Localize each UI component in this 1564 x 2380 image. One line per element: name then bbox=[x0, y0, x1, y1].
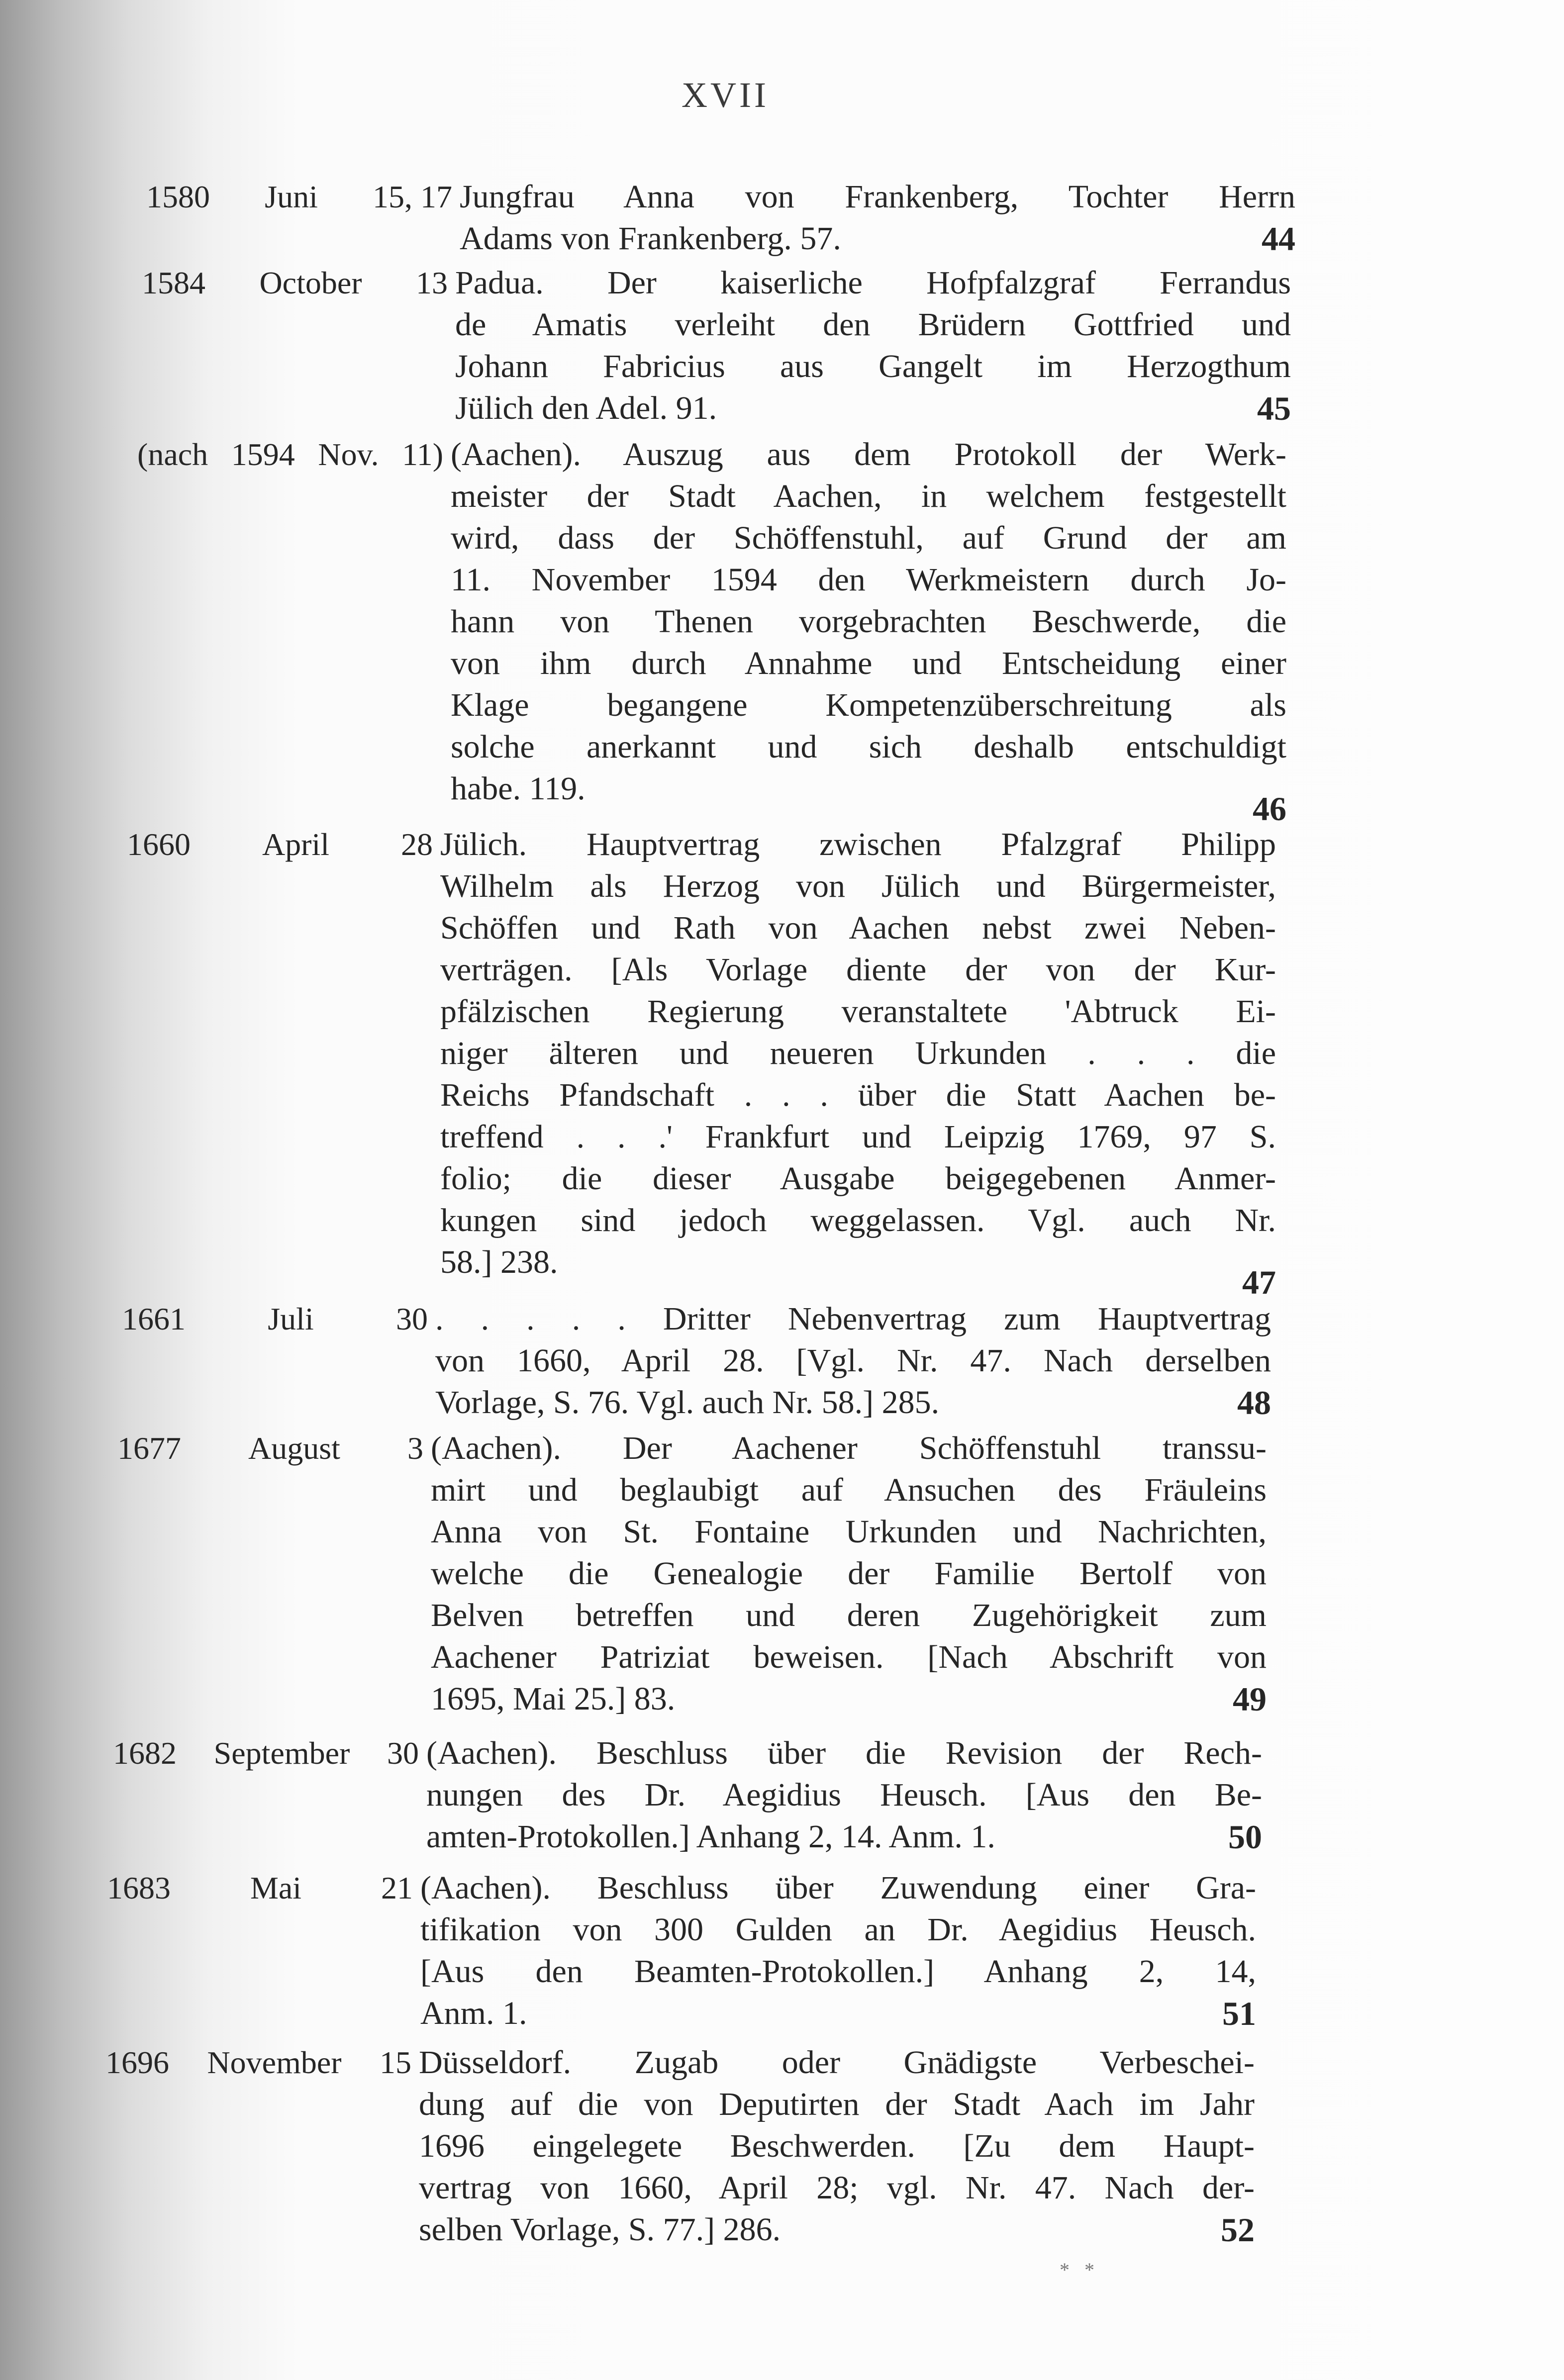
date-month: November bbox=[207, 2045, 342, 2080]
date-day: 30 bbox=[387, 1735, 419, 1771]
line-text: Wilhelm als Herzog von Jülich und Bürgermeister, bbox=[440, 868, 1276, 904]
text-line bbox=[426, 1816, 1262, 1858]
text-line bbox=[455, 262, 1291, 304]
text-line bbox=[455, 387, 1291, 429]
text-line bbox=[455, 304, 1291, 346]
date-month: September bbox=[213, 1735, 350, 1771]
line-text: nungen des Dr. Aegidius Heusch. [Aus den Be- bbox=[426, 1777, 1262, 1813]
line-text: Jungfrau Anna von Frankenberg, Tochter Herrn bbox=[460, 179, 1295, 215]
text-line bbox=[431, 1636, 1267, 1678]
line-text: (Aachen). Der Aachener Schöffenstuhl transsu- bbox=[431, 1430, 1267, 1466]
date-year: 1683 bbox=[107, 1870, 171, 1905]
text-line bbox=[440, 991, 1276, 1033]
entry-number: 44 bbox=[1262, 220, 1295, 258]
text-line bbox=[419, 2042, 1255, 2084]
date-day: 13 bbox=[416, 265, 448, 300]
date-year: 1696 bbox=[105, 2045, 169, 2080]
line-text: vertrag von 1660, April 28; vgl. Nr. 47. Nach der- bbox=[419, 2170, 1255, 2206]
entry-date bbox=[127, 824, 433, 865]
entry-date bbox=[105, 2042, 411, 2084]
regest-entry bbox=[105, 2042, 1255, 2251]
line-text: Anna von St. Fontaine Urkunden und Nachrichten, bbox=[431, 1514, 1267, 1550]
text-line bbox=[440, 949, 1276, 991]
text-line bbox=[420, 1993, 1256, 2034]
date-year: 1661 bbox=[122, 1301, 186, 1336]
line-text: selben Vorlage, S. 77.] 286. bbox=[419, 2211, 781, 2248]
line-text: folio; die dieser Ausgabe beigegebenen Anmer- bbox=[440, 1160, 1276, 1197]
text-line bbox=[431, 1678, 1267, 1720]
date-month: Juni bbox=[265, 179, 318, 214]
date-text: (nach 1594 Nov. 11) bbox=[137, 437, 443, 472]
line-text: Johann Fabricius aus Gangelt im Herzogthum bbox=[455, 348, 1291, 384]
text-line bbox=[460, 176, 1295, 218]
text-line bbox=[440, 865, 1276, 907]
regest-entry bbox=[146, 176, 1295, 260]
text-line bbox=[440, 1116, 1276, 1158]
line-text: de Amatis verleiht den Brüdern Gottfried und bbox=[455, 306, 1291, 343]
entry-number: 47 bbox=[1242, 1263, 1276, 1301]
date-year: 1677 bbox=[117, 1430, 181, 1466]
date-month: Juli bbox=[268, 1301, 314, 1336]
entry-number: 45 bbox=[1257, 389, 1291, 427]
entry-number: 49 bbox=[1233, 1680, 1267, 1718]
text-line bbox=[451, 559, 1286, 601]
line-text: Padua. Der kaiserliche Hofpfalzgraf Ferrandus bbox=[455, 265, 1291, 301]
line-text: Jülich den Adel. 91. bbox=[455, 390, 717, 426]
date-day: 30 bbox=[396, 1301, 428, 1336]
text-line bbox=[440, 1158, 1276, 1200]
date-day: 3 bbox=[407, 1430, 423, 1466]
text-line bbox=[455, 346, 1291, 387]
line-text: [Aus den Beamten-Protokollen.] Anhang 2, 14, bbox=[420, 1953, 1256, 1990]
text-line bbox=[419, 2209, 1255, 2251]
line-text: treffend . . .' Frankfurt und Leipzig 1769, 97 S. bbox=[440, 1119, 1276, 1155]
date-year: 1580 bbox=[146, 179, 210, 214]
regest-entry bbox=[127, 824, 1276, 1301]
date-year: 1660 bbox=[127, 827, 191, 862]
line-text: (Aachen). Beschluss über Zuwendung einer Gra- bbox=[420, 1870, 1256, 1906]
entry-date bbox=[117, 1428, 423, 1469]
text-line bbox=[460, 218, 1295, 260]
line-text: von 1660, April 28. [Vgl. Nr. 47. Nach derselben bbox=[435, 1342, 1271, 1379]
line-text: welche die Genealogie der Familie Bertolf von bbox=[431, 1555, 1267, 1592]
line-text: pfälzischen Regierung veranstaltete 'Abtruck Ei- bbox=[440, 993, 1276, 1030]
entry-date bbox=[142, 262, 448, 304]
line-text: . . . . . Dritter Nebenvertrag zum Hauptvertrag bbox=[435, 1301, 1271, 1337]
line-text: (Aachen). Beschluss über die Revision der Rech- bbox=[426, 1735, 1262, 1771]
regest-entry bbox=[113, 1732, 1262, 1858]
text-line bbox=[440, 907, 1276, 949]
text-line bbox=[431, 1428, 1267, 1469]
regest-entry bbox=[137, 434, 1286, 828]
date-day: 15, 17 bbox=[373, 179, 452, 214]
line-text: Schöffen und Rath von Aachen nebst zwei Neben- bbox=[440, 910, 1276, 946]
line-text: meister der Stadt Aachen, in welchem festgestellt bbox=[451, 478, 1286, 514]
text-line bbox=[440, 1200, 1276, 1241]
text-line bbox=[451, 476, 1286, 517]
text-line bbox=[420, 1909, 1256, 1951]
date-month: Mai bbox=[250, 1870, 302, 1905]
line-text: 1696 eingelegete Beschwerden. [Zu dem Haupt- bbox=[419, 2128, 1255, 2164]
line-text: amten-Protokollen.] Anhang 2, 14. Anm. 1. bbox=[426, 1818, 995, 1855]
entry-date bbox=[107, 1867, 413, 1909]
line-text: hann von Thenen vorgebrachten Beschwerde, die bbox=[451, 603, 1286, 640]
text-line bbox=[435, 1382, 1271, 1424]
regest-entry bbox=[142, 262, 1291, 429]
entry-number: 48 bbox=[1237, 1384, 1271, 1422]
date-month: October bbox=[259, 265, 362, 300]
text-line bbox=[435, 1298, 1271, 1340]
text-line bbox=[440, 1074, 1276, 1116]
date-year: 1682 bbox=[113, 1735, 177, 1771]
signature-mark: * * bbox=[1060, 2259, 1099, 2281]
line-text: Vorlage, S. 76. Vgl. auch Nr. 58.] 285. bbox=[435, 1384, 940, 1421]
text-line bbox=[420, 1951, 1256, 1993]
regest-entry bbox=[107, 1867, 1256, 2034]
line-text: verträgen. [Als Vorlage diente der von der Kur- bbox=[440, 952, 1276, 988]
entry-date bbox=[113, 1732, 419, 1774]
page-number: XVII bbox=[682, 75, 769, 115]
line-text: 11. November 1594 den Werkmeistern durch Jo- bbox=[451, 562, 1286, 598]
text-line bbox=[451, 684, 1286, 726]
date-month: August bbox=[248, 1430, 340, 1466]
regest-entry bbox=[117, 1428, 1267, 1720]
text-line bbox=[419, 2125, 1255, 2167]
line-text: von ihm durch Annahme und Entscheidung einer bbox=[451, 645, 1286, 681]
text-line bbox=[431, 1595, 1267, 1636]
line-text: 1695, Mai 25.] 83. bbox=[431, 1681, 676, 1717]
text-line bbox=[451, 643, 1286, 684]
line-text: Düsseldorf. Zugab oder Gnädigste Verbeschei- bbox=[419, 2044, 1255, 2081]
text-line bbox=[440, 1241, 1276, 1301]
line-text: (Aachen). Auszug aus dem Protokoll der Werk- bbox=[451, 436, 1286, 473]
text-line bbox=[426, 1732, 1262, 1774]
entry-date bbox=[146, 176, 452, 218]
date-day: 28 bbox=[401, 827, 433, 862]
text-line bbox=[419, 2084, 1255, 2125]
text-line bbox=[420, 1867, 1256, 1909]
date-year: 1584 bbox=[142, 265, 205, 300]
line-text: mirt und beglaubigt auf Ansuchen des Fräuleins bbox=[431, 1472, 1267, 1508]
entry-number: 52 bbox=[1221, 2211, 1255, 2249]
regest-entry bbox=[122, 1298, 1271, 1424]
date-day: 21 bbox=[381, 1870, 413, 1905]
text-line bbox=[451, 434, 1286, 476]
text-line bbox=[419, 2167, 1255, 2209]
entry-number: 51 bbox=[1222, 1995, 1256, 2032]
text-line bbox=[440, 824, 1276, 865]
entry-number: 46 bbox=[1253, 790, 1286, 828]
line-text: Belven betreffen und deren Zugehörigkeit zum bbox=[431, 1597, 1267, 1633]
text-line bbox=[426, 1774, 1262, 1816]
line-text: Klage begangene Kompetenzüberschreitung als bbox=[451, 687, 1286, 723]
line-text: dung auf die von Deputirten der Stadt Aach im Jahr bbox=[419, 2086, 1255, 2122]
text-line bbox=[451, 768, 1286, 828]
line-text: kungen sind jedoch weggelassen. Vgl. auch Nr. bbox=[440, 1202, 1276, 1238]
line-text: niger älteren und neueren Urkunden . . . die bbox=[440, 1035, 1276, 1071]
entry-number: 50 bbox=[1228, 1818, 1262, 1856]
line-text: Reichs Pfandschaft . . . über die Statt Aachen be- bbox=[440, 1077, 1276, 1113]
line-text: solche anerkannt und sich deshalb entschuldigt bbox=[451, 729, 1286, 765]
text-line bbox=[451, 517, 1286, 559]
line-text: 58.] 238. bbox=[440, 1244, 558, 1280]
entry-date bbox=[122, 1298, 428, 1340]
text-line bbox=[440, 1033, 1276, 1074]
line-text: Anm. 1. bbox=[420, 1995, 527, 2031]
text-line bbox=[431, 1553, 1267, 1595]
text-line bbox=[451, 726, 1286, 768]
text-line bbox=[431, 1511, 1267, 1553]
line-text: Aachener Patriziat beweisen. [Nach Abschrift von bbox=[431, 1639, 1267, 1675]
line-text: habe. 119. bbox=[451, 770, 586, 807]
line-text: tifikation von 300 Gulden an Dr. Aegidius Heusch. bbox=[420, 1911, 1256, 1948]
date-day: 15 bbox=[380, 2045, 411, 2080]
text-line bbox=[431, 1469, 1267, 1511]
line-text: Adams von Frankenberg. 57. bbox=[460, 220, 841, 257]
text-line bbox=[435, 1340, 1271, 1382]
entry-date bbox=[137, 434, 443, 476]
text-line bbox=[451, 601, 1286, 643]
line-text: Jülich. Hauptvertrag zwischen Pfalzgraf Philipp bbox=[440, 826, 1276, 862]
line-text: wird, dass der Schöffenstuhl, auf Grund der am bbox=[451, 520, 1286, 556]
date-month: April bbox=[262, 827, 330, 862]
